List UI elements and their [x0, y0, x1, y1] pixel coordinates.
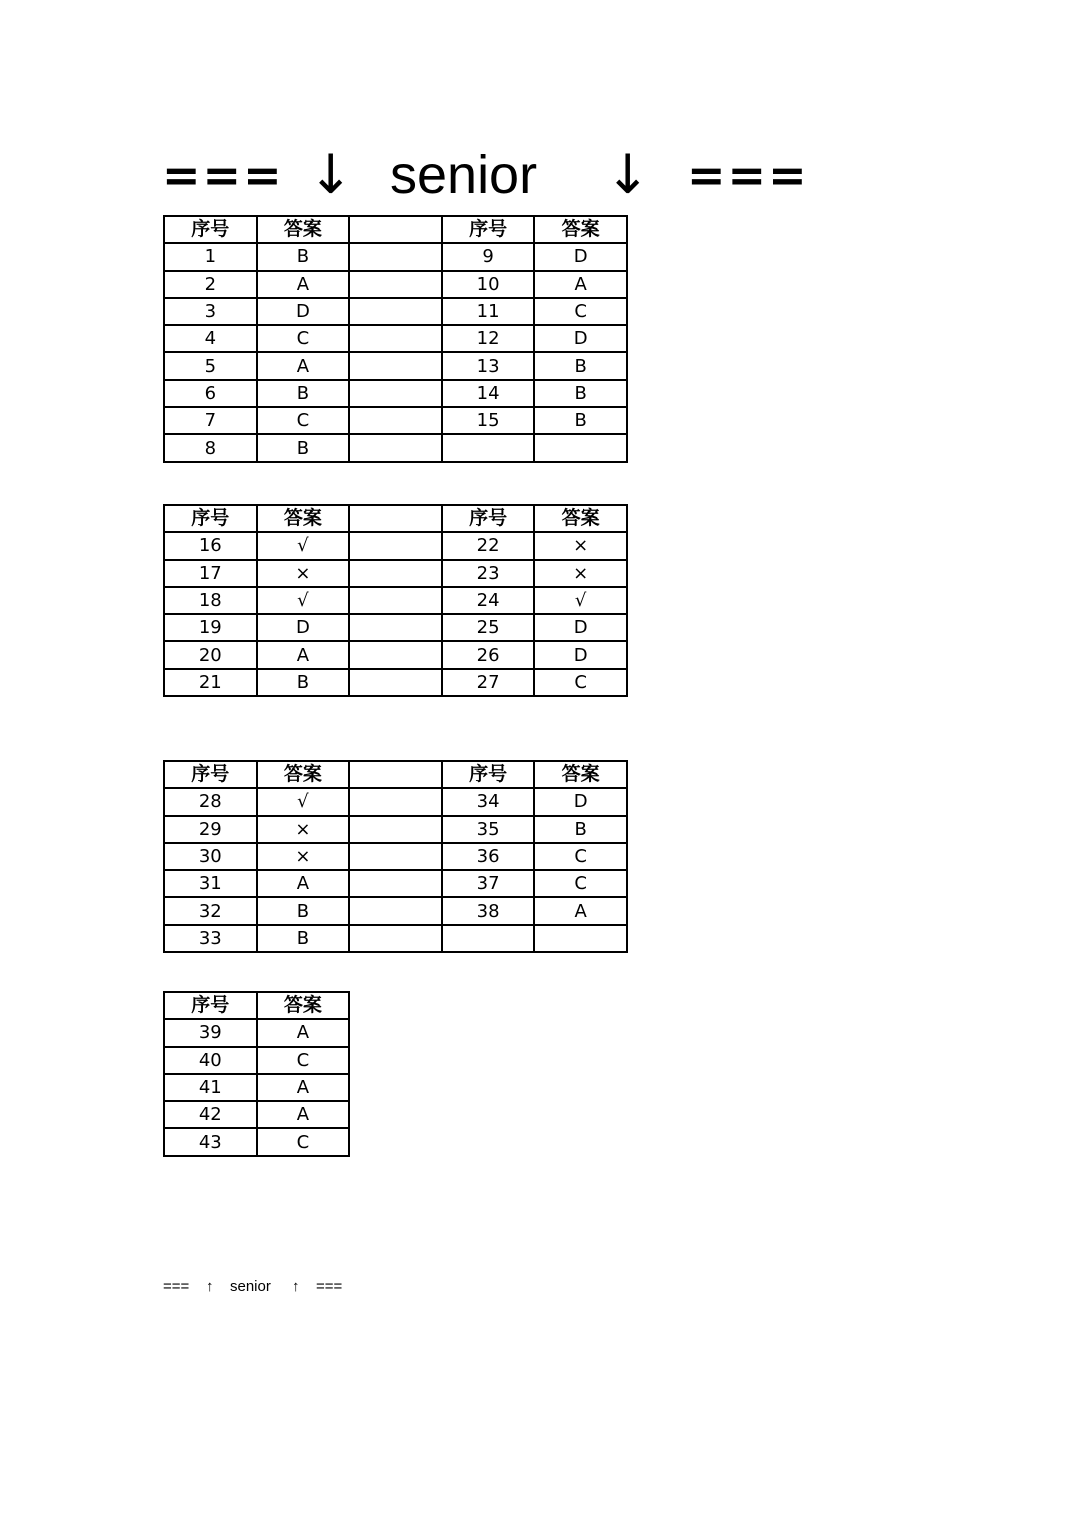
question-number-cell: 36: [442, 843, 535, 870]
table-row: [164, 1074, 349, 1101]
question-number-cell: 35: [442, 816, 535, 843]
column-header: 序号: [164, 761, 257, 788]
table-row: [164, 352, 627, 379]
answer-cell: ×: [257, 843, 350, 870]
spacer-cell: [349, 407, 442, 434]
answer-cell: D: [534, 614, 627, 641]
answer-cell: D: [534, 788, 627, 815]
answer-cell: C: [534, 298, 627, 325]
column-header: 答案: [534, 505, 627, 532]
spacer-cell: [349, 641, 442, 668]
table-header-row: [164, 216, 627, 243]
answer-table-3: [163, 760, 628, 953]
question-number-cell: 30: [164, 843, 257, 870]
answer-cell: B: [257, 380, 350, 407]
question-number-cell: 19: [164, 614, 257, 641]
question-number-cell: 3: [164, 298, 257, 325]
spacer-cell: [349, 870, 442, 897]
column-header: 答案: [257, 992, 350, 1019]
table-row: [164, 614, 627, 641]
spacer-cell: [349, 380, 442, 407]
question-number-cell: 40: [164, 1047, 257, 1074]
answer-table-4: [163, 991, 350, 1157]
column-header: 序号: [164, 505, 257, 532]
table-header-row: [164, 992, 349, 1019]
column-header: 序号: [164, 992, 257, 1019]
answer-cell: B: [534, 816, 627, 843]
table-row: [164, 434, 627, 461]
question-number-cell: 6: [164, 380, 257, 407]
question-number-cell: 22: [442, 532, 535, 559]
answer-table-1: [163, 215, 628, 463]
spacer-cell: [349, 532, 442, 559]
answer-cell: A: [257, 352, 350, 379]
up-arrow-icon: ↑: [292, 1278, 300, 1295]
table-row: [164, 1128, 349, 1155]
answer-cell: C: [257, 1047, 350, 1074]
column-header: [349, 216, 442, 243]
answer-cell: A: [534, 897, 627, 924]
question-number-cell: 33: [164, 925, 257, 952]
table-row: [164, 870, 627, 897]
answer-cell: B: [534, 352, 627, 379]
question-number-cell: 20: [164, 641, 257, 668]
answer-cell: A: [257, 641, 350, 668]
spacer-cell: [349, 897, 442, 924]
answer-cell: B: [257, 669, 350, 696]
answer-cell: [534, 925, 627, 952]
answer-cell: A: [257, 870, 350, 897]
table-row: [164, 560, 627, 587]
answer-cell: ×: [534, 560, 627, 587]
table-row: [164, 380, 627, 407]
question-number-cell: 41: [164, 1074, 257, 1101]
answer-cell: [534, 434, 627, 461]
answer-cell: ×: [534, 532, 627, 559]
table-header-row: [164, 505, 627, 532]
footer-equals-right: ===: [316, 1278, 343, 1295]
question-number-cell: 16: [164, 532, 257, 559]
answer-cell: C: [257, 1128, 350, 1155]
spacer-cell: [349, 243, 442, 270]
question-number-cell: 28: [164, 788, 257, 815]
question-number-cell: 7: [164, 407, 257, 434]
answer-cell: A: [257, 1101, 350, 1128]
column-header: 答案: [257, 505, 350, 532]
table-row: [164, 271, 627, 298]
column-header: 序号: [164, 216, 257, 243]
title-word: senior: [390, 145, 538, 205]
spacer-cell: [349, 669, 442, 696]
table-row: [164, 1047, 349, 1074]
footer-word: senior: [230, 1278, 271, 1295]
answer-table-2: [163, 504, 628, 697]
question-number-cell: [442, 925, 535, 952]
question-number-cell: 25: [442, 614, 535, 641]
spacer-cell: [349, 614, 442, 641]
answer-cell: B: [534, 380, 627, 407]
table-header-row: [164, 761, 627, 788]
answer-cell: √: [534, 587, 627, 614]
question-number-cell: 14: [442, 380, 535, 407]
column-header: [349, 505, 442, 532]
footer-equals-left: ===: [163, 1278, 190, 1295]
question-number-cell: 5: [164, 352, 257, 379]
spacer-cell: [349, 560, 442, 587]
question-number-cell: 21: [164, 669, 257, 696]
answer-cell: C: [534, 669, 627, 696]
table-row: [164, 897, 627, 924]
question-number-cell: 32: [164, 897, 257, 924]
table-row: [164, 298, 627, 325]
spacer-cell: [349, 587, 442, 614]
answer-cell: B: [534, 407, 627, 434]
question-number-cell: 12: [442, 325, 535, 352]
question-number-cell: 10: [442, 271, 535, 298]
down-arrow-icon: ↓: [308, 143, 354, 206]
question-number-cell: 43: [164, 1128, 257, 1155]
column-header: 序号: [442, 216, 535, 243]
table-row: [164, 1019, 349, 1046]
spacer-cell: [349, 352, 442, 379]
question-number-cell: 29: [164, 816, 257, 843]
table-row: [164, 816, 627, 843]
answer-cell: B: [257, 243, 350, 270]
column-header: 答案: [534, 216, 627, 243]
answer-cell: D: [257, 298, 350, 325]
title-equals-right: ===: [687, 148, 809, 202]
spacer-cell: [349, 271, 442, 298]
answer-cell: A: [257, 1019, 350, 1046]
page-title: [160, 140, 809, 210]
question-number-cell: 8: [164, 434, 257, 461]
column-header: 答案: [534, 761, 627, 788]
question-number-cell: 15: [442, 407, 535, 434]
question-number-cell: 23: [442, 560, 535, 587]
answer-cell: B: [257, 925, 350, 952]
question-number-cell: 9: [442, 243, 535, 270]
answer-cell: D: [257, 614, 350, 641]
table-row: [164, 532, 627, 559]
spacer-cell: [349, 816, 442, 843]
spacer-cell: [349, 925, 442, 952]
table-row: [164, 925, 627, 952]
question-number-cell: 13: [442, 352, 535, 379]
column-header: 答案: [257, 216, 350, 243]
table-row: [164, 669, 627, 696]
answer-cell: √: [257, 587, 350, 614]
answer-cell: C: [257, 407, 350, 434]
question-number-cell: 38: [442, 897, 535, 924]
question-number-cell: 2: [164, 271, 257, 298]
answer-cell: C: [534, 843, 627, 870]
answer-cell: √: [257, 788, 350, 815]
down-arrow-icon: ↓: [605, 143, 651, 206]
question-number-cell: 24: [442, 587, 535, 614]
table-row: [164, 587, 627, 614]
answer-cell: ×: [257, 560, 350, 587]
answer-cell: C: [257, 325, 350, 352]
answer-cell: C: [534, 870, 627, 897]
question-number-cell: 39: [164, 1019, 257, 1046]
table-row: [164, 325, 627, 352]
column-header: 序号: [442, 505, 535, 532]
spacer-cell: [349, 325, 442, 352]
question-number-cell: 26: [442, 641, 535, 668]
answer-cell: D: [534, 243, 627, 270]
up-arrow-icon: ↑: [206, 1278, 214, 1295]
question-number-cell: 42: [164, 1101, 257, 1128]
table-row: [164, 1101, 349, 1128]
answer-cell: A: [257, 271, 350, 298]
spacer-cell: [349, 434, 442, 461]
question-number-cell: 37: [442, 870, 535, 897]
answer-cell: A: [534, 271, 627, 298]
table-row: [164, 407, 627, 434]
question-number-cell: 34: [442, 788, 535, 815]
question-number-cell: 27: [442, 669, 535, 696]
question-number-cell: 4: [164, 325, 257, 352]
answer-cell: A: [257, 1074, 350, 1101]
column-header: 答案: [257, 761, 350, 788]
answer-cell: B: [257, 434, 350, 461]
table-row: [164, 243, 627, 270]
column-header: [349, 761, 442, 788]
answer-cell: D: [534, 641, 627, 668]
spacer-cell: [349, 298, 442, 325]
question-number-cell: 1: [164, 243, 257, 270]
question-number-cell: 17: [164, 560, 257, 587]
answer-cell: √: [257, 532, 350, 559]
question-number-cell: 31: [164, 870, 257, 897]
table-row: [164, 788, 627, 815]
column-header: 序号: [442, 761, 535, 788]
answer-cell: B: [257, 897, 350, 924]
answer-cell: ×: [257, 816, 350, 843]
question-number-cell: 11: [442, 298, 535, 325]
spacer-cell: [349, 788, 442, 815]
question-number-cell: [442, 434, 535, 461]
table-row: [164, 843, 627, 870]
table-row: [164, 641, 627, 668]
question-number-cell: 18: [164, 587, 257, 614]
spacer-cell: [349, 843, 442, 870]
title-equals-left: ===: [162, 148, 284, 202]
answer-cell: D: [534, 325, 627, 352]
